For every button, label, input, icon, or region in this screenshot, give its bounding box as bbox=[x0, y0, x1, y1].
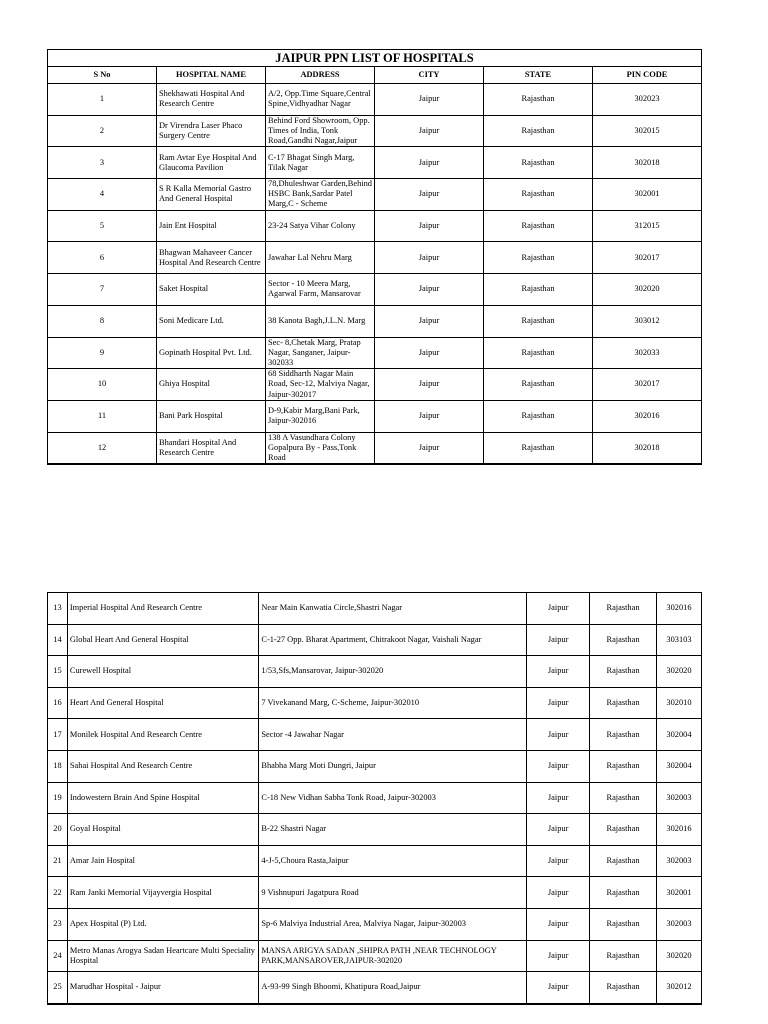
cell-city: Jaipur bbox=[375, 84, 484, 116]
cell-address: D-9,Kabir Marg,Bani Park, Jaipur-302016 bbox=[266, 400, 375, 432]
cell-pin-code: 302003 bbox=[656, 782, 701, 814]
cell-state: Rajasthan bbox=[484, 400, 593, 432]
cell-state: Rajasthan bbox=[590, 845, 657, 877]
cell-state: Rajasthan bbox=[484, 179, 593, 211]
cell-sno: 18 bbox=[48, 750, 68, 782]
cell-address: C-17 Bhagat Singh Marg, Tilak Nagar bbox=[266, 147, 375, 179]
table-row bbox=[48, 400, 702, 432]
cell-state: Rajasthan bbox=[484, 147, 593, 179]
cell-pin-code: 302018 bbox=[593, 147, 702, 179]
table-row bbox=[48, 687, 702, 719]
cell-sno: 7 bbox=[48, 274, 157, 306]
cell-city: Jaipur bbox=[375, 274, 484, 306]
cell-sno: 4 bbox=[48, 179, 157, 211]
cell-address: 9 Vishnupuri Jagatpura Road bbox=[259, 877, 527, 909]
header-hospital-name: HOSPITAL NAME bbox=[157, 67, 266, 84]
cell-sno: 10 bbox=[48, 369, 157, 401]
cell-pin-code: 302020 bbox=[656, 656, 701, 688]
cell-hospital-name: Shekhawati Hospital And Research Centre bbox=[157, 84, 266, 116]
cell-hospital-name: Indowestern Brain And Spine Hospital bbox=[67, 782, 258, 814]
cell-state: Rajasthan bbox=[590, 750, 657, 782]
cell-state: Rajasthan bbox=[484, 432, 593, 464]
cell-sno: 25 bbox=[48, 972, 68, 1004]
cell-sno: 12 bbox=[48, 432, 157, 464]
cell-hospital-name: Sahai Hospital And Research Centre bbox=[67, 750, 258, 782]
cell-sno: 20 bbox=[48, 814, 68, 846]
cell-sno: 15 bbox=[48, 656, 68, 688]
cell-city: Jaipur bbox=[527, 845, 590, 877]
cell-address: Sp-6 Malviya Industrial Area, Malviya Nagar, Jaipur-302003 bbox=[259, 908, 527, 940]
cell-pin-code: 302017 bbox=[593, 242, 702, 274]
table-row bbox=[48, 624, 702, 656]
cell-sno: 24 bbox=[48, 940, 68, 972]
cell-sno: 21 bbox=[48, 845, 68, 877]
cell-address: Sector - 10 Meera Marg, Agarwal Farm, Mansarovar bbox=[266, 274, 375, 306]
cell-address: 23-24 Satya Vihar Colony bbox=[266, 210, 375, 242]
cell-pin-code: 302033 bbox=[593, 337, 702, 369]
cell-address: 68 Siddharth Nagar Main Road, Sec-12, Malviya Nagar, Jaipur-302017 bbox=[266, 369, 375, 401]
cell-state: Rajasthan bbox=[590, 719, 657, 751]
cell-address: A/2, Opp.Time Square,Central Spine,Vidhyadhar Nagar bbox=[266, 84, 375, 116]
cell-pin-code: 302004 bbox=[656, 719, 701, 751]
cell-city: Jaipur bbox=[527, 656, 590, 688]
cell-city: Jaipur bbox=[375, 210, 484, 242]
cell-hospital-name: Goyal Hospital bbox=[67, 814, 258, 846]
cell-hospital-name: Curewell Hospital bbox=[67, 656, 258, 688]
cell-address: B-22 Shastri Nagar bbox=[259, 814, 527, 846]
cell-hospital-name: Ram Avtar Eye Hospital And Glaucoma Pavilion bbox=[157, 147, 266, 179]
table-row bbox=[48, 782, 702, 814]
cell-address: 38 Kanota Bagh,J.L.N. Marg bbox=[266, 305, 375, 337]
hospital-table-part-2 bbox=[47, 592, 702, 1005]
header-pin-code: PIN CODE bbox=[593, 67, 702, 84]
cell-hospital-name: S R Kalla Memorial Gastro And General Hospital bbox=[157, 179, 266, 211]
cell-state: Rajasthan bbox=[590, 814, 657, 846]
cell-hospital-name: Monilek Hospital And Research Centre bbox=[67, 719, 258, 751]
cell-hospital-name: Ghiya Hospital bbox=[157, 369, 266, 401]
cell-hospital-name: Apex Hospital (P) Ltd. bbox=[67, 908, 258, 940]
table-row bbox=[48, 274, 702, 306]
table-row bbox=[48, 940, 702, 972]
cell-state: Rajasthan bbox=[590, 877, 657, 909]
cell-state: Rajasthan bbox=[484, 305, 593, 337]
cell-address: MANSA ARIGYA SADAN ,SHIPRA PATH ,NEAR TECHNOLOGY PARK,MANSAROVER,JAIPUR-302020 bbox=[259, 940, 527, 972]
cell-address: Behind Ford Showroom, Opp. Times of India, Tonk Road,Gandhi Nagar,Jaipur bbox=[266, 115, 375, 147]
cell-sno: 23 bbox=[48, 908, 68, 940]
table-row bbox=[48, 242, 702, 274]
cell-city: Jaipur bbox=[527, 972, 590, 1004]
cell-hospital-name: Metro Manas Arogya Sadan Heartcare Multi Speciality Hospital bbox=[67, 940, 258, 972]
cell-address: 4-J-5,Choura Rasta,Jaipur bbox=[259, 845, 527, 877]
cell-state: Rajasthan bbox=[590, 782, 657, 814]
cell-city: Jaipur bbox=[375, 179, 484, 211]
cell-sno: 22 bbox=[48, 877, 68, 909]
cell-hospital-name: Soni Medicare Ltd. bbox=[157, 305, 266, 337]
header-city: CITY bbox=[375, 67, 484, 84]
cell-city: Jaipur bbox=[375, 115, 484, 147]
cell-pin-code: 302020 bbox=[656, 940, 701, 972]
header-state: STATE bbox=[484, 67, 593, 84]
cell-pin-code: 302015 bbox=[593, 115, 702, 147]
cell-state: Rajasthan bbox=[590, 593, 657, 625]
cell-sno: 1 bbox=[48, 84, 157, 116]
cell-state: Rajasthan bbox=[590, 687, 657, 719]
cell-city: Jaipur bbox=[527, 624, 590, 656]
cell-pin-code: 302001 bbox=[656, 877, 701, 909]
table-row bbox=[48, 593, 702, 625]
cell-hospital-name: Imperial Hospital And Research Centre bbox=[67, 593, 258, 625]
cell-address: Near Main Kanwatia Circle,Shastri Nagar bbox=[259, 593, 527, 625]
cell-state: Rajasthan bbox=[484, 242, 593, 274]
cell-address: 1/53,Sfs,Mansarovar, Jaipur-302020 bbox=[259, 656, 527, 688]
header-address: ADDRESS bbox=[266, 67, 375, 84]
cell-city: Jaipur bbox=[375, 400, 484, 432]
cell-state: Rajasthan bbox=[484, 337, 593, 369]
cell-city: Jaipur bbox=[375, 242, 484, 274]
header-sno: S No bbox=[48, 67, 157, 84]
cell-pin-code: 303103 bbox=[656, 624, 701, 656]
cell-pin-code: 302018 bbox=[593, 432, 702, 464]
table-row bbox=[48, 432, 702, 464]
cell-hospital-name: Heart And General Hospital bbox=[67, 687, 258, 719]
cell-address: Jawahar Lal Nehru Marg bbox=[266, 242, 375, 274]
cell-pin-code: 302017 bbox=[593, 369, 702, 401]
cell-hospital-name: Gopinath Hospital Pvt. Ltd. bbox=[157, 337, 266, 369]
cell-city: Jaipur bbox=[527, 940, 590, 972]
cell-hospital-name: Saket Hospital bbox=[157, 274, 266, 306]
cell-sno: 17 bbox=[48, 719, 68, 751]
cell-pin-code: 302010 bbox=[656, 687, 701, 719]
table-row bbox=[48, 814, 702, 846]
cell-pin-code: 302001 bbox=[593, 179, 702, 211]
cell-hospital-name: Amar Jain Hospital bbox=[67, 845, 258, 877]
cell-pin-code: 302012 bbox=[656, 972, 701, 1004]
cell-pin-code: 302003 bbox=[656, 845, 701, 877]
cell-state: Rajasthan bbox=[484, 115, 593, 147]
table-row bbox=[48, 908, 702, 940]
cell-pin-code: 302016 bbox=[593, 400, 702, 432]
cell-city: Jaipur bbox=[527, 719, 590, 751]
table-row bbox=[48, 305, 702, 337]
page-title: JAIPUR PPN LIST OF HOSPITALS bbox=[48, 50, 702, 67]
cell-hospital-name: Bhandari Hospital And Research Centre bbox=[157, 432, 266, 464]
cell-address: 7 Vivekanand Marg, C-Scheme, Jaipur-302010 bbox=[259, 687, 527, 719]
cell-city: Jaipur bbox=[527, 908, 590, 940]
cell-hospital-name: Marudhar Hospital - Jaipur bbox=[67, 972, 258, 1004]
cell-address: Bhabha Marg Moti Dungri, Jaipur bbox=[259, 750, 527, 782]
cell-hospital-name: Dr Virendra Laser Phaco Surgery Centre bbox=[157, 115, 266, 147]
table-row bbox=[48, 750, 702, 782]
table-row bbox=[48, 656, 702, 688]
table-row bbox=[48, 210, 702, 242]
cell-city: Jaipur bbox=[527, 593, 590, 625]
cell-sno: 5 bbox=[48, 210, 157, 242]
cell-city: Jaipur bbox=[375, 305, 484, 337]
table-row bbox=[48, 147, 702, 179]
cell-state: Rajasthan bbox=[484, 274, 593, 306]
table-row bbox=[48, 845, 702, 877]
cell-sno: 6 bbox=[48, 242, 157, 274]
cell-city: Jaipur bbox=[527, 877, 590, 909]
cell-sno: 19 bbox=[48, 782, 68, 814]
table-row bbox=[48, 84, 702, 116]
cell-city: Jaipur bbox=[527, 814, 590, 846]
cell-address: A-93-99 Singh Bhoomi, Khatipura Road,Jaipur bbox=[259, 972, 527, 1004]
cell-city: Jaipur bbox=[375, 432, 484, 464]
cell-sno: 14 bbox=[48, 624, 68, 656]
cell-city: Jaipur bbox=[375, 147, 484, 179]
cell-state: Rajasthan bbox=[590, 940, 657, 972]
table-row bbox=[48, 115, 702, 147]
cell-sno: 8 bbox=[48, 305, 157, 337]
cell-state: Rajasthan bbox=[484, 369, 593, 401]
cell-state: Rajasthan bbox=[590, 624, 657, 656]
cell-pin-code: 302016 bbox=[656, 593, 701, 625]
cell-pin-code: 302020 bbox=[593, 274, 702, 306]
cell-state: Rajasthan bbox=[484, 210, 593, 242]
cell-pin-code: 302004 bbox=[656, 750, 701, 782]
cell-address: 78,Dhuleshwar Garden,Behind HSBC Bank,Sardar Patel Marg,C - Scheme bbox=[266, 179, 375, 211]
cell-state: Rajasthan bbox=[590, 908, 657, 940]
cell-pin-code: 302003 bbox=[656, 908, 701, 940]
cell-pin-code: 302016 bbox=[656, 814, 701, 846]
cell-hospital-name: Bani Park Hospital bbox=[157, 400, 266, 432]
cell-address: 138 A Vasundhara Colony Gopalpura By - Pass,Tonk Road bbox=[266, 432, 375, 464]
cell-hospital-name: Jain Ent Hospital bbox=[157, 210, 266, 242]
cell-city: Jaipur bbox=[527, 687, 590, 719]
cell-sno: 13 bbox=[48, 593, 68, 625]
table-row bbox=[48, 972, 702, 1004]
cell-sno: 9 bbox=[48, 337, 157, 369]
cell-state: Rajasthan bbox=[590, 972, 657, 1004]
cell-address: Sector -4 Jawahar Nagar bbox=[259, 719, 527, 751]
cell-city: Jaipur bbox=[527, 782, 590, 814]
cell-city: Jaipur bbox=[375, 337, 484, 369]
table-row bbox=[48, 337, 702, 369]
cell-state: Rajasthan bbox=[484, 84, 593, 116]
table-row bbox=[48, 877, 702, 909]
cell-city: Jaipur bbox=[527, 750, 590, 782]
cell-address: C-18 New Vidhan Sabha Tonk Road, Jaipur-302003 bbox=[259, 782, 527, 814]
cell-sno: 2 bbox=[48, 115, 157, 147]
cell-hospital-name: Ram Janki Memorial Vijayvergia Hospital bbox=[67, 877, 258, 909]
cell-address: C-1-27 Opp. Bharat Apartment, Chitrakoot Nagar, Vaishali Nagar bbox=[259, 624, 527, 656]
cell-sno: 11 bbox=[48, 400, 157, 432]
table-row bbox=[48, 179, 702, 211]
cell-address: Sec- 8,Chetak Marg, Pratap Nagar, Sanganer, Jaipur-302033 bbox=[266, 337, 375, 369]
cell-hospital-name: Global Heart And General Hospital bbox=[67, 624, 258, 656]
cell-sno: 16 bbox=[48, 687, 68, 719]
table-row bbox=[48, 719, 702, 751]
hospital-table-part-1 bbox=[47, 49, 702, 465]
cell-sno: 3 bbox=[48, 147, 157, 179]
cell-pin-code: 303012 bbox=[593, 305, 702, 337]
cell-city: Jaipur bbox=[375, 369, 484, 401]
cell-hospital-name: Bhagwan Mahaveer Cancer Hospital And Research Centre bbox=[157, 242, 266, 274]
table-row bbox=[48, 369, 702, 401]
cell-pin-code: 302023 bbox=[593, 84, 702, 116]
cell-state: Rajasthan bbox=[590, 656, 657, 688]
cell-pin-code: 312015 bbox=[593, 210, 702, 242]
